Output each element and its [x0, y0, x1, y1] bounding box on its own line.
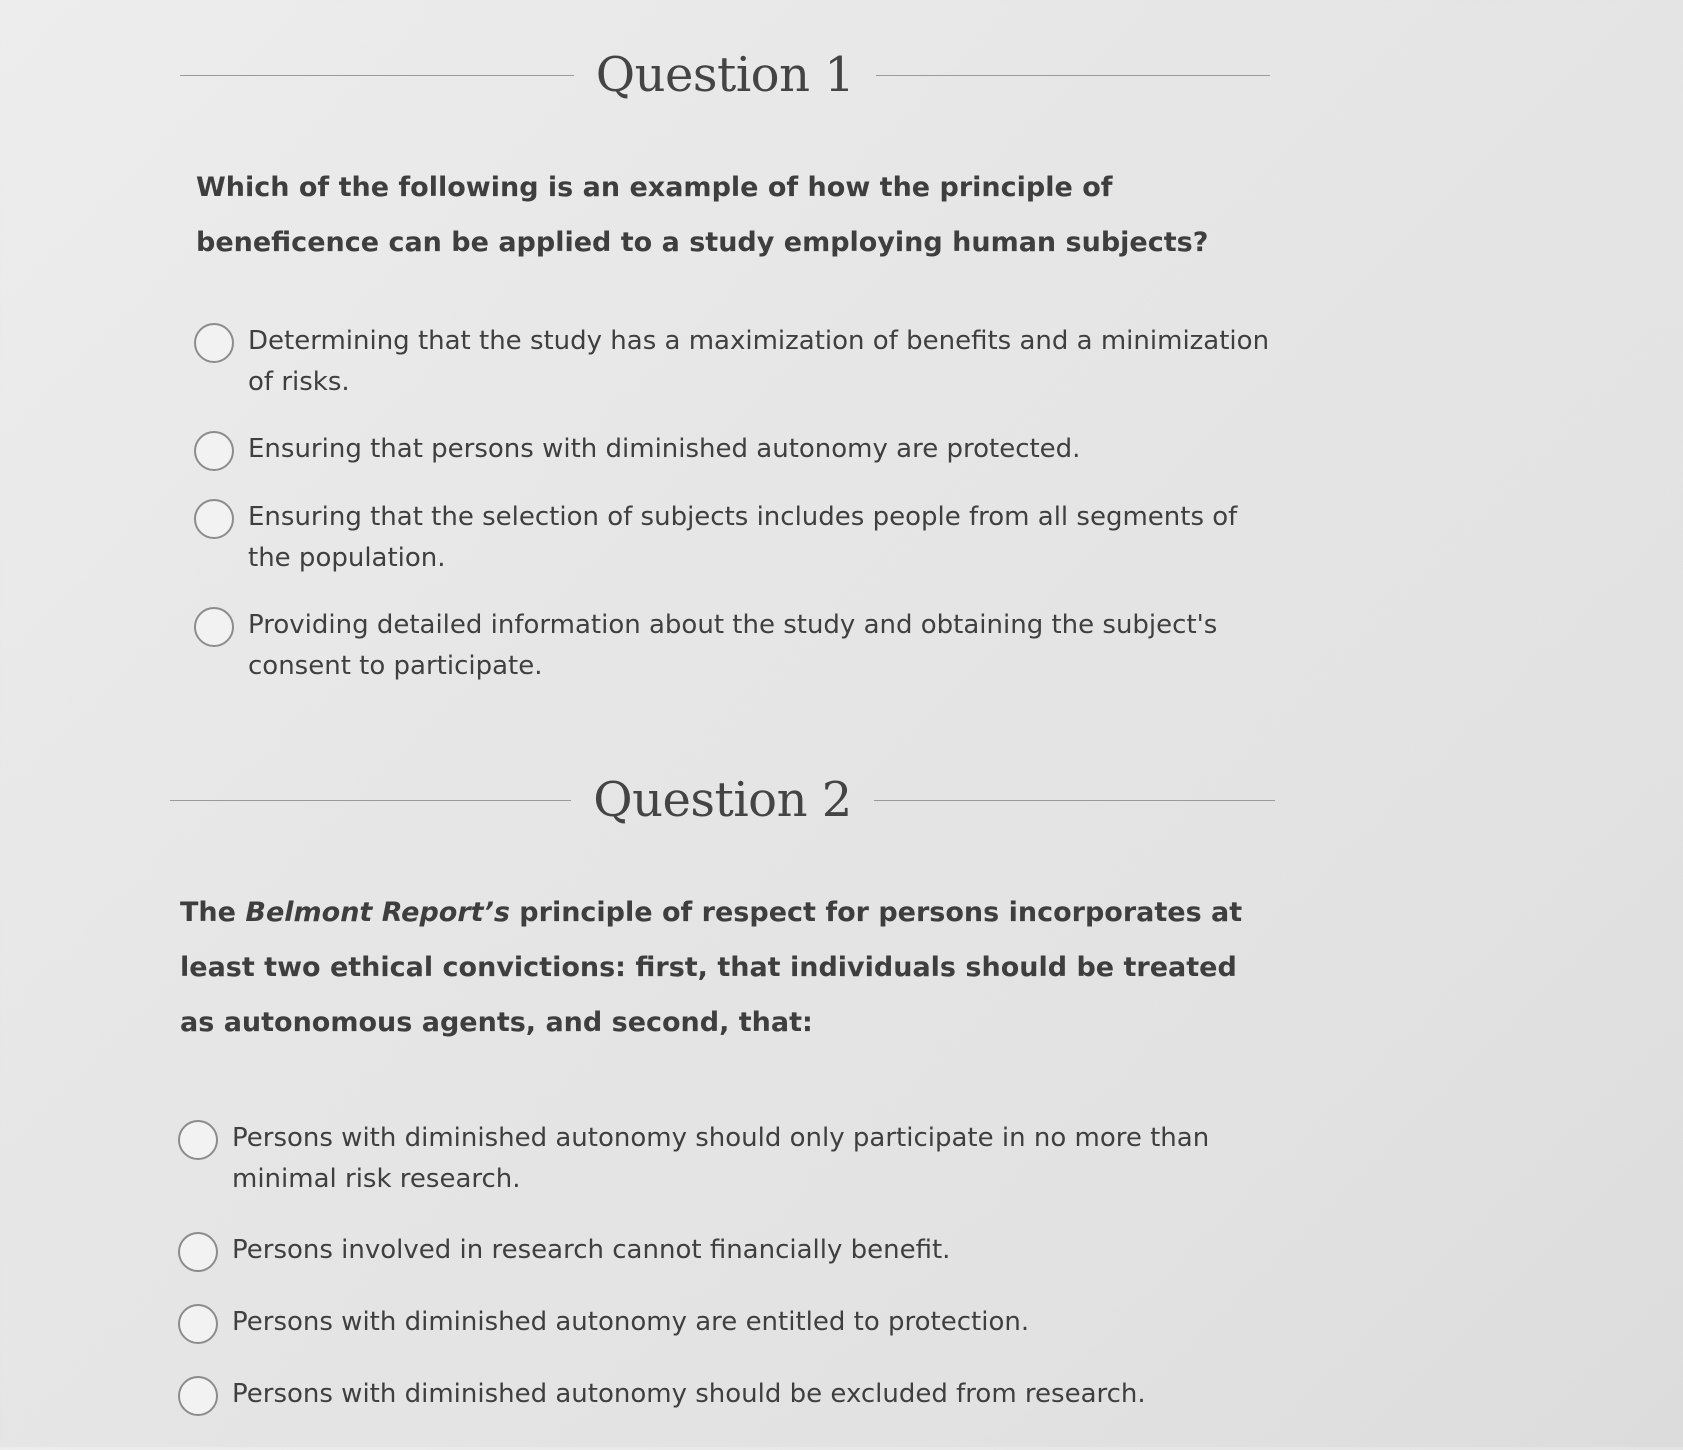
radio-button[interactable] — [194, 323, 234, 363]
question-2 — [170, 765, 1275, 1450]
question-1-options — [194, 325, 1270, 687]
question-2-option-b[interactable] — [178, 1234, 1275, 1272]
radio-button[interactable] — [194, 607, 234, 647]
header-rule-left — [170, 800, 571, 801]
radio-button[interactable] — [178, 1232, 218, 1272]
radio-button[interactable] — [194, 431, 234, 471]
header-rule-right — [874, 800, 1275, 801]
radio-button[interactable] — [178, 1120, 218, 1160]
option-label[interactable]: Persons with diminished autonomy are entitled to protection. — [232, 1307, 1030, 1337]
radio-button[interactable] — [194, 499, 234, 539]
question-1-header — [180, 40, 1270, 110]
question-1-option-a[interactable] — [194, 325, 1270, 403]
prompt-emphasis: Belmont Report’s — [245, 897, 510, 928]
question-2-header — [170, 765, 1275, 835]
radio-button[interactable] — [178, 1304, 218, 1344]
question-2-option-c[interactable] — [178, 1306, 1275, 1344]
header-rule-left — [180, 75, 574, 76]
option-label[interactable]: Persons with diminished autonomy should only participate in no more than minimal risk research. — [232, 1123, 1210, 1194]
option-label[interactable]: Ensuring that persons with diminished autonomy are protected. — [248, 434, 1081, 464]
radio-button[interactable] — [178, 1376, 218, 1416]
question-1-option-c[interactable] — [194, 501, 1270, 579]
question-1-prompt: Which of the following is an example of how the principle of beneficence can be applied to a study employing human subjects? — [196, 172, 1209, 258]
question-2-title: Question 2 — [593, 772, 852, 828]
option-label[interactable]: Providing detailed information about the study and obtaining the subject's consent to participate. — [248, 610, 1218, 681]
option-label[interactable]: Ensuring that the selection of subjects includes people from all segments of the population. — [248, 502, 1238, 573]
question-2-prompt — [180, 885, 1265, 1050]
question-2-options — [178, 1122, 1275, 1416]
prompt-text-start: The — [180, 897, 246, 928]
prompt-text-end: principle of respect for persons incorporates at least two ethical convictions: first, that individuals should be treated as autonomous agents, and second, that: — [180, 897, 1243, 1038]
question-1-option-d[interactable] — [194, 609, 1270, 687]
option-label[interactable]: Persons involved in research cannot financially benefit. — [232, 1235, 951, 1265]
question-1 — [180, 40, 1270, 717]
question-2-option-a[interactable] — [178, 1122, 1275, 1200]
question-1-title: Question 1 — [595, 47, 855, 103]
option-label[interactable]: Persons with diminished autonomy should be excluded from research. — [232, 1379, 1146, 1409]
option-label[interactable]: Determining that the study has a maximization of benefits and a minimization of risks. — [248, 326, 1270, 397]
question-1-option-b[interactable] — [194, 433, 1270, 471]
question-2-option-d[interactable] — [178, 1378, 1275, 1416]
header-rule-right — [876, 75, 1270, 76]
